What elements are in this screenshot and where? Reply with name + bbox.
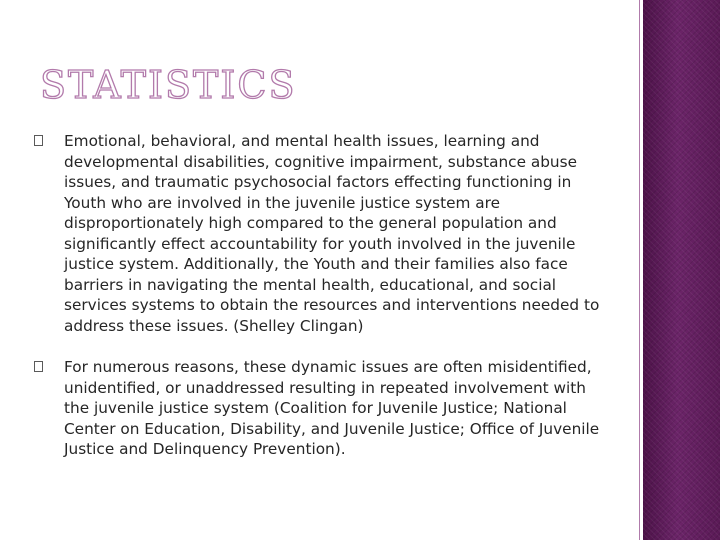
bullet-text: For numerous reasons, these dynamic issues are often misidentified, unidentified, or unaddressed resulting in repeated involvement with the juvenile justice system (Coalition for Juvenile Justice; National Center on Education, Disability, and Juvenile Justice; Office of Juvenile Justice and Delinquency Prevention). bbox=[64, 358, 600, 458]
square-bullet-icon bbox=[34, 135, 43, 146]
decorative-side-band bbox=[643, 0, 720, 540]
square-bullet-icon bbox=[34, 361, 43, 372]
side-divider-line bbox=[639, 0, 640, 540]
bullet-text: Emotional, behavioral, and mental health issues, learning and developmental disabilities, cognitive impairment, substance abuse issues, and traumatic psychosocial factors effecting functioning in Youth who are involved in the juvenile justice system are disproportionately high compared to the general population and significantly effect accountability for youth involved in the juvenile justice system. Additionally, the Youth and their families also face barriers in navigating the mental health, educational, and social services systems to obtain the resources and interventions needed to address these issues. (Shelley Clingan) bbox=[64, 132, 600, 335]
bullet-item bbox=[34, 131, 606, 336]
bullet-item bbox=[34, 357, 606, 460]
bullet-list bbox=[34, 131, 606, 460]
slide-title: STATISTICS bbox=[40, 63, 297, 107]
